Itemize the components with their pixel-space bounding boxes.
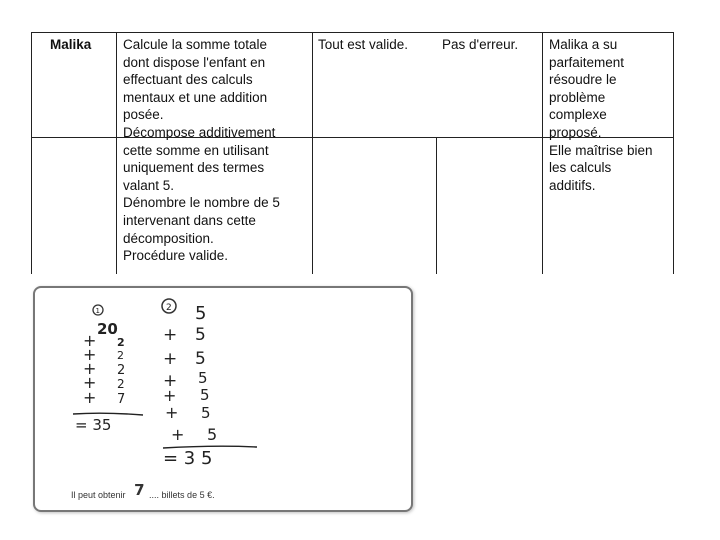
right-operator: + (163, 371, 178, 391)
student-name-cell: Malika (50, 37, 92, 52)
handwritten-calculation (35, 288, 411, 510)
right-operator: + (165, 403, 179, 422)
error-cell: Pas d'erreur. (442, 37, 519, 52)
right-term: 5 (195, 325, 206, 345)
right-circle-marker (162, 299, 176, 313)
left-term: 2 (117, 363, 126, 378)
right-term: 5 (195, 303, 207, 324)
left-circle-label: 1 (95, 307, 100, 315)
left-term: 20 (97, 320, 118, 338)
right-term: 5 (200, 386, 210, 404)
right-operator: + (163, 386, 177, 405)
caption-answer: 7 (134, 481, 145, 499)
left-term: 2 (117, 377, 125, 391)
comment-cell: Malika a su parfaitement résoudre le problème complexe proposé. Elle maîtrise bien les calculs additifs. (549, 37, 653, 193)
right-term: 5 (195, 349, 206, 369)
right-operator: + (171, 425, 185, 444)
left-operator: + (83, 345, 97, 364)
right-operator: + (163, 349, 178, 369)
table-col-border (116, 32, 117, 274)
left-circle-marker (93, 305, 103, 315)
right-operator: + (163, 325, 178, 345)
right-term: 5 (201, 404, 211, 422)
caption-dots: .... (149, 490, 160, 500)
validity-cell: Tout est valide. (318, 37, 409, 52)
right-term: 5 (207, 425, 218, 444)
answer-caption (71, 481, 215, 502)
left-term: 2 (117, 336, 125, 349)
left-result: = 35 (75, 416, 112, 434)
right-term: 5 (198, 369, 208, 387)
table-col-border (542, 32, 543, 274)
student-work-scan (33, 286, 413, 512)
left-term: 7 (117, 392, 126, 407)
left-operator: + (83, 331, 97, 350)
left-operator: + (83, 359, 97, 378)
procedure-cell: Calcule la somme totale dont dispose l'enfant en effectuant des calculs mentaux et une addition posée. Décompose additivement cette somme en utilisant uniquement des termes valant 5. Dénombre le nombre de 5 intervenant dans cette décomposition. Procédure valide. (123, 37, 280, 264)
table-top-border (31, 32, 674, 33)
right-result: = 3 5 (163, 448, 213, 469)
caption-prefix: Il peut obtenir (71, 490, 126, 500)
right-circle-label: 2 (166, 303, 172, 313)
left-term: 2 (117, 349, 124, 362)
table-col-border (31, 32, 32, 274)
left-operator: + (83, 373, 97, 392)
table-col-border (436, 137, 437, 274)
left-operator: + (83, 388, 97, 407)
left-sum-line (73, 413, 143, 415)
caption-suffix: billets de 5 €. (161, 490, 215, 500)
